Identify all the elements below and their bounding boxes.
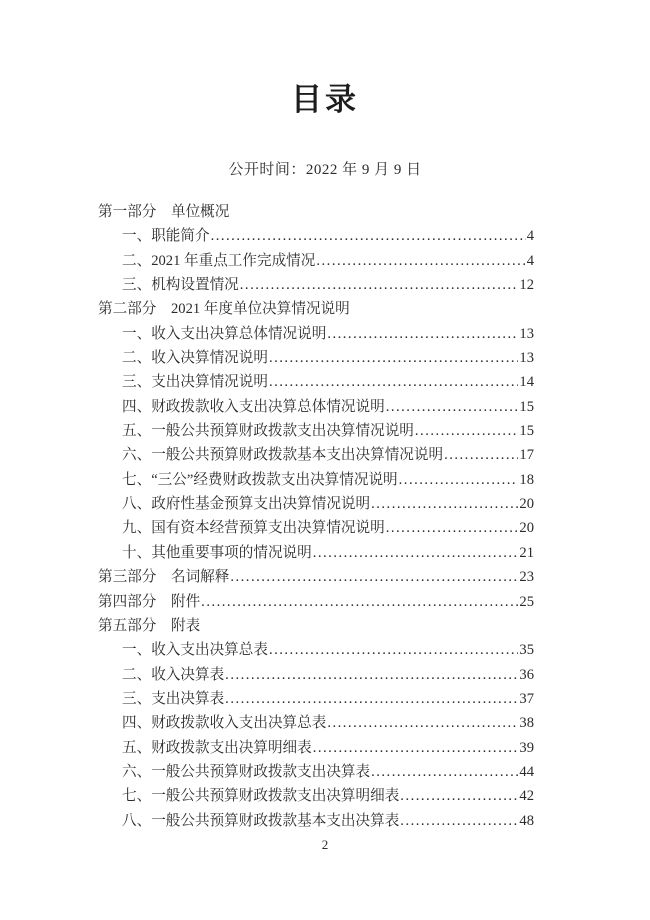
dot-leader-icon bbox=[386, 395, 519, 419]
dot-leader-icon bbox=[225, 687, 518, 711]
dot-leader-icon bbox=[327, 322, 518, 346]
toc-entry[interactable] bbox=[98, 468, 534, 492]
toc-entry-label: 七、一般公共预算财政拨款支出决算明细表 bbox=[122, 788, 400, 805]
dot-leader-icon bbox=[399, 468, 519, 492]
toc-entry[interactable] bbox=[98, 541, 534, 565]
toc-entry-label: 八、政府性基金预算支出决算情况说明 bbox=[122, 496, 371, 513]
toc-entry[interactable] bbox=[98, 784, 534, 808]
toc-entry-page: 20 bbox=[519, 520, 534, 537]
toc-entry[interactable] bbox=[98, 273, 534, 297]
toc-entry-page: 18 bbox=[519, 471, 534, 488]
toc-entry-label: 第二部分 2021 年度单位决算情况说明 bbox=[98, 301, 350, 318]
toc-entry-label: 二、收入决算表 bbox=[122, 666, 225, 683]
toc-entry-label: 三、机构设置情况 bbox=[122, 277, 239, 294]
toc-entry-label: 四、财政拨款收入支出决算总体情况说明 bbox=[122, 398, 385, 415]
toc-entry-page: 13 bbox=[519, 350, 534, 367]
toc-entry[interactable] bbox=[98, 663, 534, 687]
toc-entry-page: 12 bbox=[519, 277, 534, 294]
dot-leader-icon bbox=[400, 809, 518, 833]
toc-entry[interactable] bbox=[98, 322, 534, 346]
toc-entry-page: 20 bbox=[519, 496, 534, 513]
toc-entry-page: 39 bbox=[519, 739, 534, 756]
table-of-contents bbox=[98, 200, 534, 833]
dot-leader-icon bbox=[415, 419, 519, 443]
dot-leader-icon bbox=[225, 663, 518, 687]
toc-entry[interactable] bbox=[98, 565, 534, 589]
toc-entry[interactable] bbox=[98, 590, 534, 614]
toc-entry[interactable] bbox=[98, 346, 534, 370]
dot-leader-icon bbox=[240, 273, 519, 297]
toc-entry[interactable] bbox=[98, 249, 534, 273]
toc-entry-label: 二、2021 年重点工作完成情况 bbox=[122, 252, 316, 269]
toc-entry[interactable] bbox=[98, 443, 534, 467]
toc-entry[interactable] bbox=[98, 395, 534, 419]
dot-leader-icon bbox=[201, 590, 518, 614]
toc-entry-page: 37 bbox=[519, 690, 534, 707]
dot-leader-icon bbox=[269, 638, 518, 662]
toc-entry-page: 13 bbox=[519, 325, 534, 342]
toc-entry-label: 一、职能简介 bbox=[122, 228, 210, 245]
toc-entry-label: 第四部分 附件 bbox=[98, 593, 201, 610]
toc-entry-page: 42 bbox=[519, 788, 534, 805]
dot-leader-icon bbox=[371, 492, 518, 516]
toc-entry-page: 38 bbox=[519, 715, 534, 732]
toc-entry-label: 二、收入决算情况说明 bbox=[122, 350, 268, 367]
toc-entry[interactable] bbox=[98, 638, 534, 662]
toc-section-heading bbox=[98, 297, 534, 321]
dot-leader-icon bbox=[316, 249, 525, 273]
toc-entry[interactable] bbox=[98, 736, 534, 760]
dot-leader-icon bbox=[211, 224, 526, 248]
toc-entry-page: 48 bbox=[519, 812, 534, 829]
toc-entry-page: 23 bbox=[519, 569, 534, 586]
footer-page-number: 2 bbox=[321, 837, 329, 852]
toc-entry[interactable] bbox=[98, 492, 534, 516]
dot-leader-icon bbox=[313, 736, 519, 760]
toc-entry[interactable] bbox=[98, 419, 534, 443]
toc-entry-label: 五、财政拨款支出决算明细表 bbox=[122, 739, 312, 756]
toc-entry-page: 44 bbox=[519, 763, 534, 780]
toc-entry-label: 七、“三公”经费财政拨款支出决算情况说明 bbox=[122, 471, 398, 488]
dot-leader-icon bbox=[313, 541, 519, 565]
toc-entry-label: 六、一般公共预算财政拨款支出决算表 bbox=[122, 763, 371, 780]
dot-leader-icon bbox=[371, 760, 518, 784]
toc-entry-label: 三、支出决算情况说明 bbox=[122, 374, 268, 391]
toc-entry-label: 六、一般公共预算财政拨款基本支出决算情况说明 bbox=[122, 447, 444, 464]
toc-entry-label: 一、收入支出决算总体情况说明 bbox=[122, 325, 327, 342]
toc-entry[interactable] bbox=[98, 516, 534, 540]
toc-entry[interactable] bbox=[98, 760, 534, 784]
toc-entry-label: 九、国有资本经营预算支出决算情况说明 bbox=[122, 520, 385, 537]
page-title: 目录 bbox=[291, 82, 359, 117]
toc-entry[interactable] bbox=[98, 370, 534, 394]
toc-entry-label: 八、一般公共预算财政拨款基本支出决算表 bbox=[122, 812, 400, 829]
toc-entry-page: 21 bbox=[519, 544, 534, 561]
dot-leader-icon bbox=[400, 784, 518, 808]
toc-entry-label: 一、收入支出决算总表 bbox=[122, 642, 268, 659]
toc-entry-page: 35 bbox=[519, 642, 534, 659]
dot-leader-icon bbox=[444, 443, 518, 467]
toc-entry-label: 三、支出决算表 bbox=[122, 690, 225, 707]
toc-entry[interactable] bbox=[98, 711, 534, 735]
toc-entry-label: 第三部分 名词解释 bbox=[98, 569, 230, 586]
toc-entry-label: 第五部分 附表 bbox=[98, 617, 201, 634]
toc-entry-label: 十、其他重要事项的情况说明 bbox=[122, 544, 312, 561]
toc-entry-page: 4 bbox=[526, 252, 534, 269]
toc-entry-label: 四、财政拨款收入支出决算总表 bbox=[122, 715, 327, 732]
dot-leader-icon bbox=[327, 711, 518, 735]
toc-entry-page: 14 bbox=[519, 374, 534, 391]
dot-leader-icon bbox=[269, 346, 518, 370]
toc-entry[interactable] bbox=[98, 809, 534, 833]
toc-section-heading bbox=[98, 614, 534, 638]
toc-entry-page: 36 bbox=[519, 666, 534, 683]
toc-entry-page: 15 bbox=[519, 398, 534, 415]
toc-entry[interactable] bbox=[98, 687, 534, 711]
toc-entry-page: 15 bbox=[519, 423, 534, 440]
publish-date: 公开时间：2022 年 9 月 9 日 bbox=[228, 162, 422, 178]
toc-entry-page: 25 bbox=[519, 593, 534, 610]
toc-section-heading bbox=[98, 200, 534, 224]
toc-entry-label: 第一部分 单位概况 bbox=[98, 204, 230, 220]
toc-entry[interactable] bbox=[98, 224, 534, 248]
dot-leader-icon bbox=[269, 370, 518, 394]
toc-entry-page: 17 bbox=[519, 447, 534, 464]
toc-entry-label: 五、一般公共预算财政拨款支出决算情况说明 bbox=[122, 423, 414, 440]
dot-leader-icon bbox=[230, 565, 518, 589]
dot-leader-icon bbox=[386, 516, 519, 540]
toc-entry-page: 4 bbox=[526, 228, 534, 245]
